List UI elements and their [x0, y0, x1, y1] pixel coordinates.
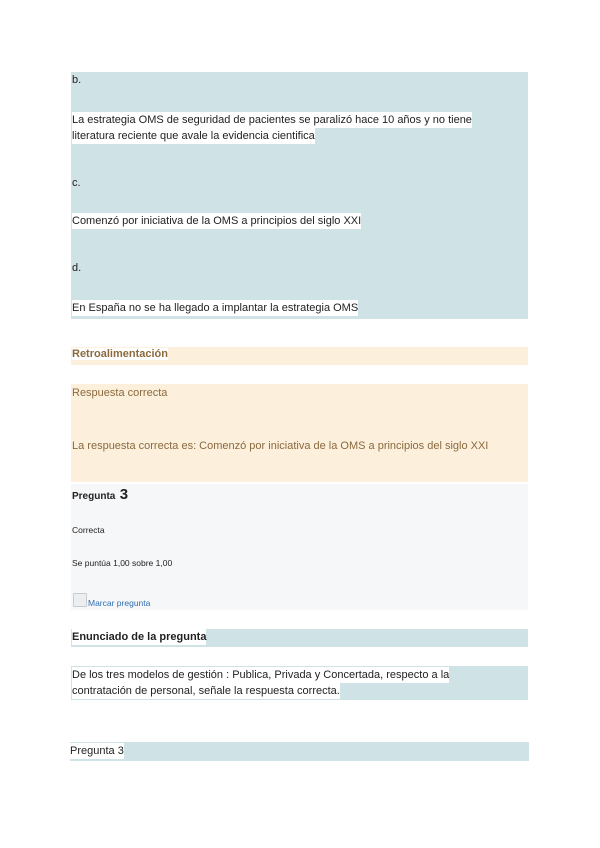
question-score: Se puntúa 1,00 sobre 1,00 — [72, 558, 173, 568]
option-b-letter: b. — [72, 74, 82, 86]
option-d-letter: d. — [72, 262, 82, 274]
feedback-result: Respuesta correcta — [72, 387, 168, 399]
question-label: Pregunta — [72, 491, 116, 502]
flag-question-link[interactable]: Marcar pregunta — [88, 598, 151, 608]
question-number: 3 — [119, 486, 129, 503]
next-question-label: Pregunta 3 — [70, 745, 124, 757]
question-info-panel — [71, 484, 528, 610]
option-b-text-line-1: La estrategia OMS de seguridad de pacientes se paralizó hace 10 años y no tiene — [72, 114, 472, 126]
option-b-text-line-2: literatura reciente que avale la evidencia cientifica — [72, 130, 315, 142]
option-c-letter: c. — [72, 177, 81, 189]
option-d-text: En España no se ha llegado a implantar la estrategia OMS — [72, 302, 359, 314]
feedback-correct-answer: La respuesta correcta es: Comenzó por iniciativa de la OMS a principios del siglo XXI — [72, 440, 489, 452]
question-status: Correcta — [72, 525, 105, 535]
feedback-title: Retroalimentación — [72, 348, 168, 360]
next-question-bar — [70, 742, 529, 761]
statement-text-line-1: De los tres modelos de gestión : Publica, Privada y Concertada, respecto a la — [72, 669, 450, 681]
statement-text-line-2: contratación de personal, señale la respuesta correcta. — [72, 685, 340, 697]
statement-title: Enunciado de la pregunta — [72, 631, 207, 643]
flag-question-checkbox[interactable] — [73, 593, 87, 607]
option-c-text: Comenzó por iniciativa de la OMS a principios del siglo XXI — [72, 215, 362, 227]
question-heading — [72, 486, 128, 504]
answer-options-panel — [71, 72, 528, 319]
